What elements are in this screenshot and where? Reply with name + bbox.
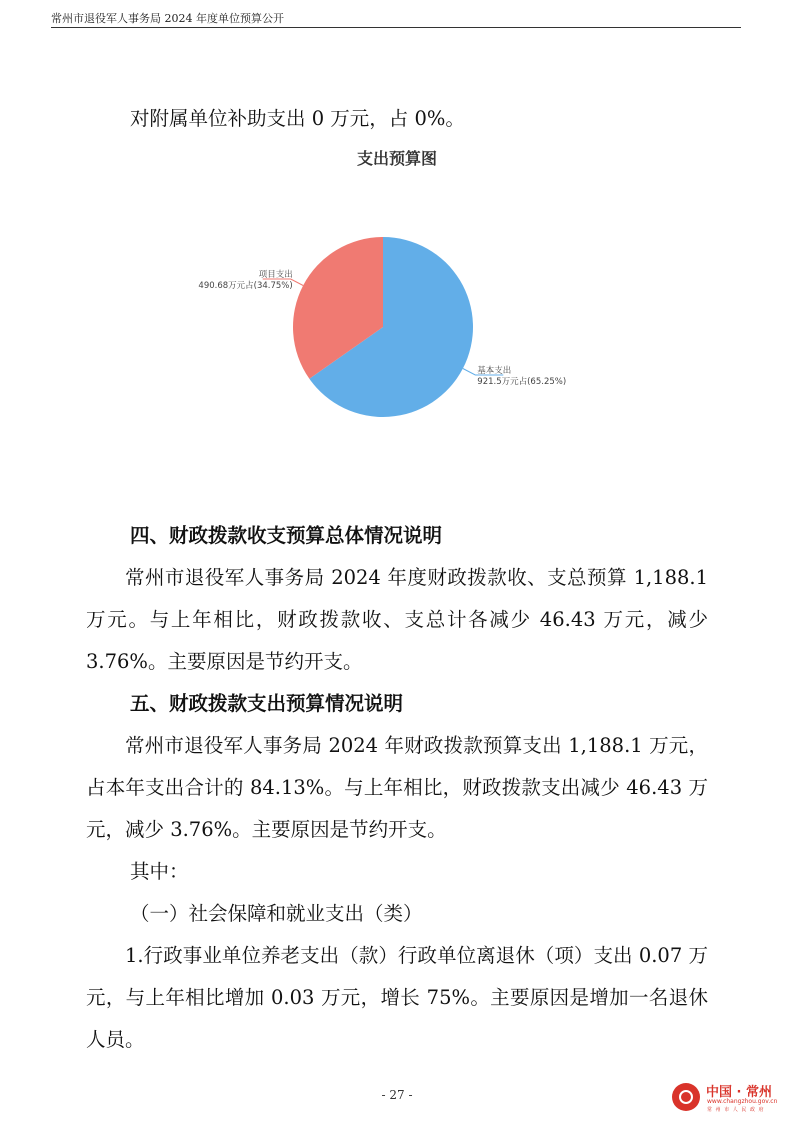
- chart-title: 支出预算图: [356, 149, 437, 168]
- section5-heading: 五、财政拨款支出预算情况说明: [130, 692, 404, 715]
- pie-chart: [150, 220, 630, 440]
- pie-label-name-0: 基本支出: [477, 365, 512, 376]
- pie-label-value-0: 921.5万元占(65.25%): [477, 376, 567, 387]
- header-divider: [51, 27, 741, 28]
- item1-paragraph: 1.行政事业单位养老支出（款）行政单位离退休（项）支出 0.07 万元，与上年相比增加 0.03 万元，增长 75%。主要原因是增加一名退休人员。: [86, 944, 708, 1051]
- section5-body: 常州市退役军人事务局 2024 年财政拨款预算支出 1,188.1 万元，占本年支出合计的 84.13%。与上年相比，财政拨款支出减少 46.43 万元，减少 3.76%。主要原因是节约开支。: [86, 734, 708, 841]
- logo-subtitle: 常 州 市 人 民 政 府: [707, 1107, 765, 1113]
- logo-url: www.changzhou.gov.cn: [707, 1098, 778, 1105]
- logo-name: 中国 · 常州: [706, 1085, 772, 1100]
- category-heading: （一）社会保障和就业支出（类）: [130, 902, 423, 925]
- among-label: 其中：: [130, 860, 189, 883]
- pie-label-value-1: 490.68万元占(34.75%): [198, 281, 293, 292]
- logo-emblem-icon: [672, 1083, 700, 1111]
- section4-heading: 四、财政拨款收支预算总体情况说明: [130, 524, 443, 547]
- pie-label-name-1: 项目支出: [258, 270, 293, 281]
- document-header-title: 常州市退役军人事务局 2024 年度单位预算公开: [51, 12, 284, 25]
- top-paragraph: 对附属单位补助支出 0 万元，占 0%。: [130, 107, 465, 130]
- page-number: - 27 -: [381, 1088, 413, 1102]
- changzhou-logo: [672, 1080, 790, 1116]
- section4-body: 常州市退役军人事务局 2024 年度财政拨款收、支总预算 1,188.1 万元。与上年相比，财政拨款收、支总计各减少 46.43 万元，减少 3.76%。主要原因是节约开支。: [86, 566, 708, 673]
